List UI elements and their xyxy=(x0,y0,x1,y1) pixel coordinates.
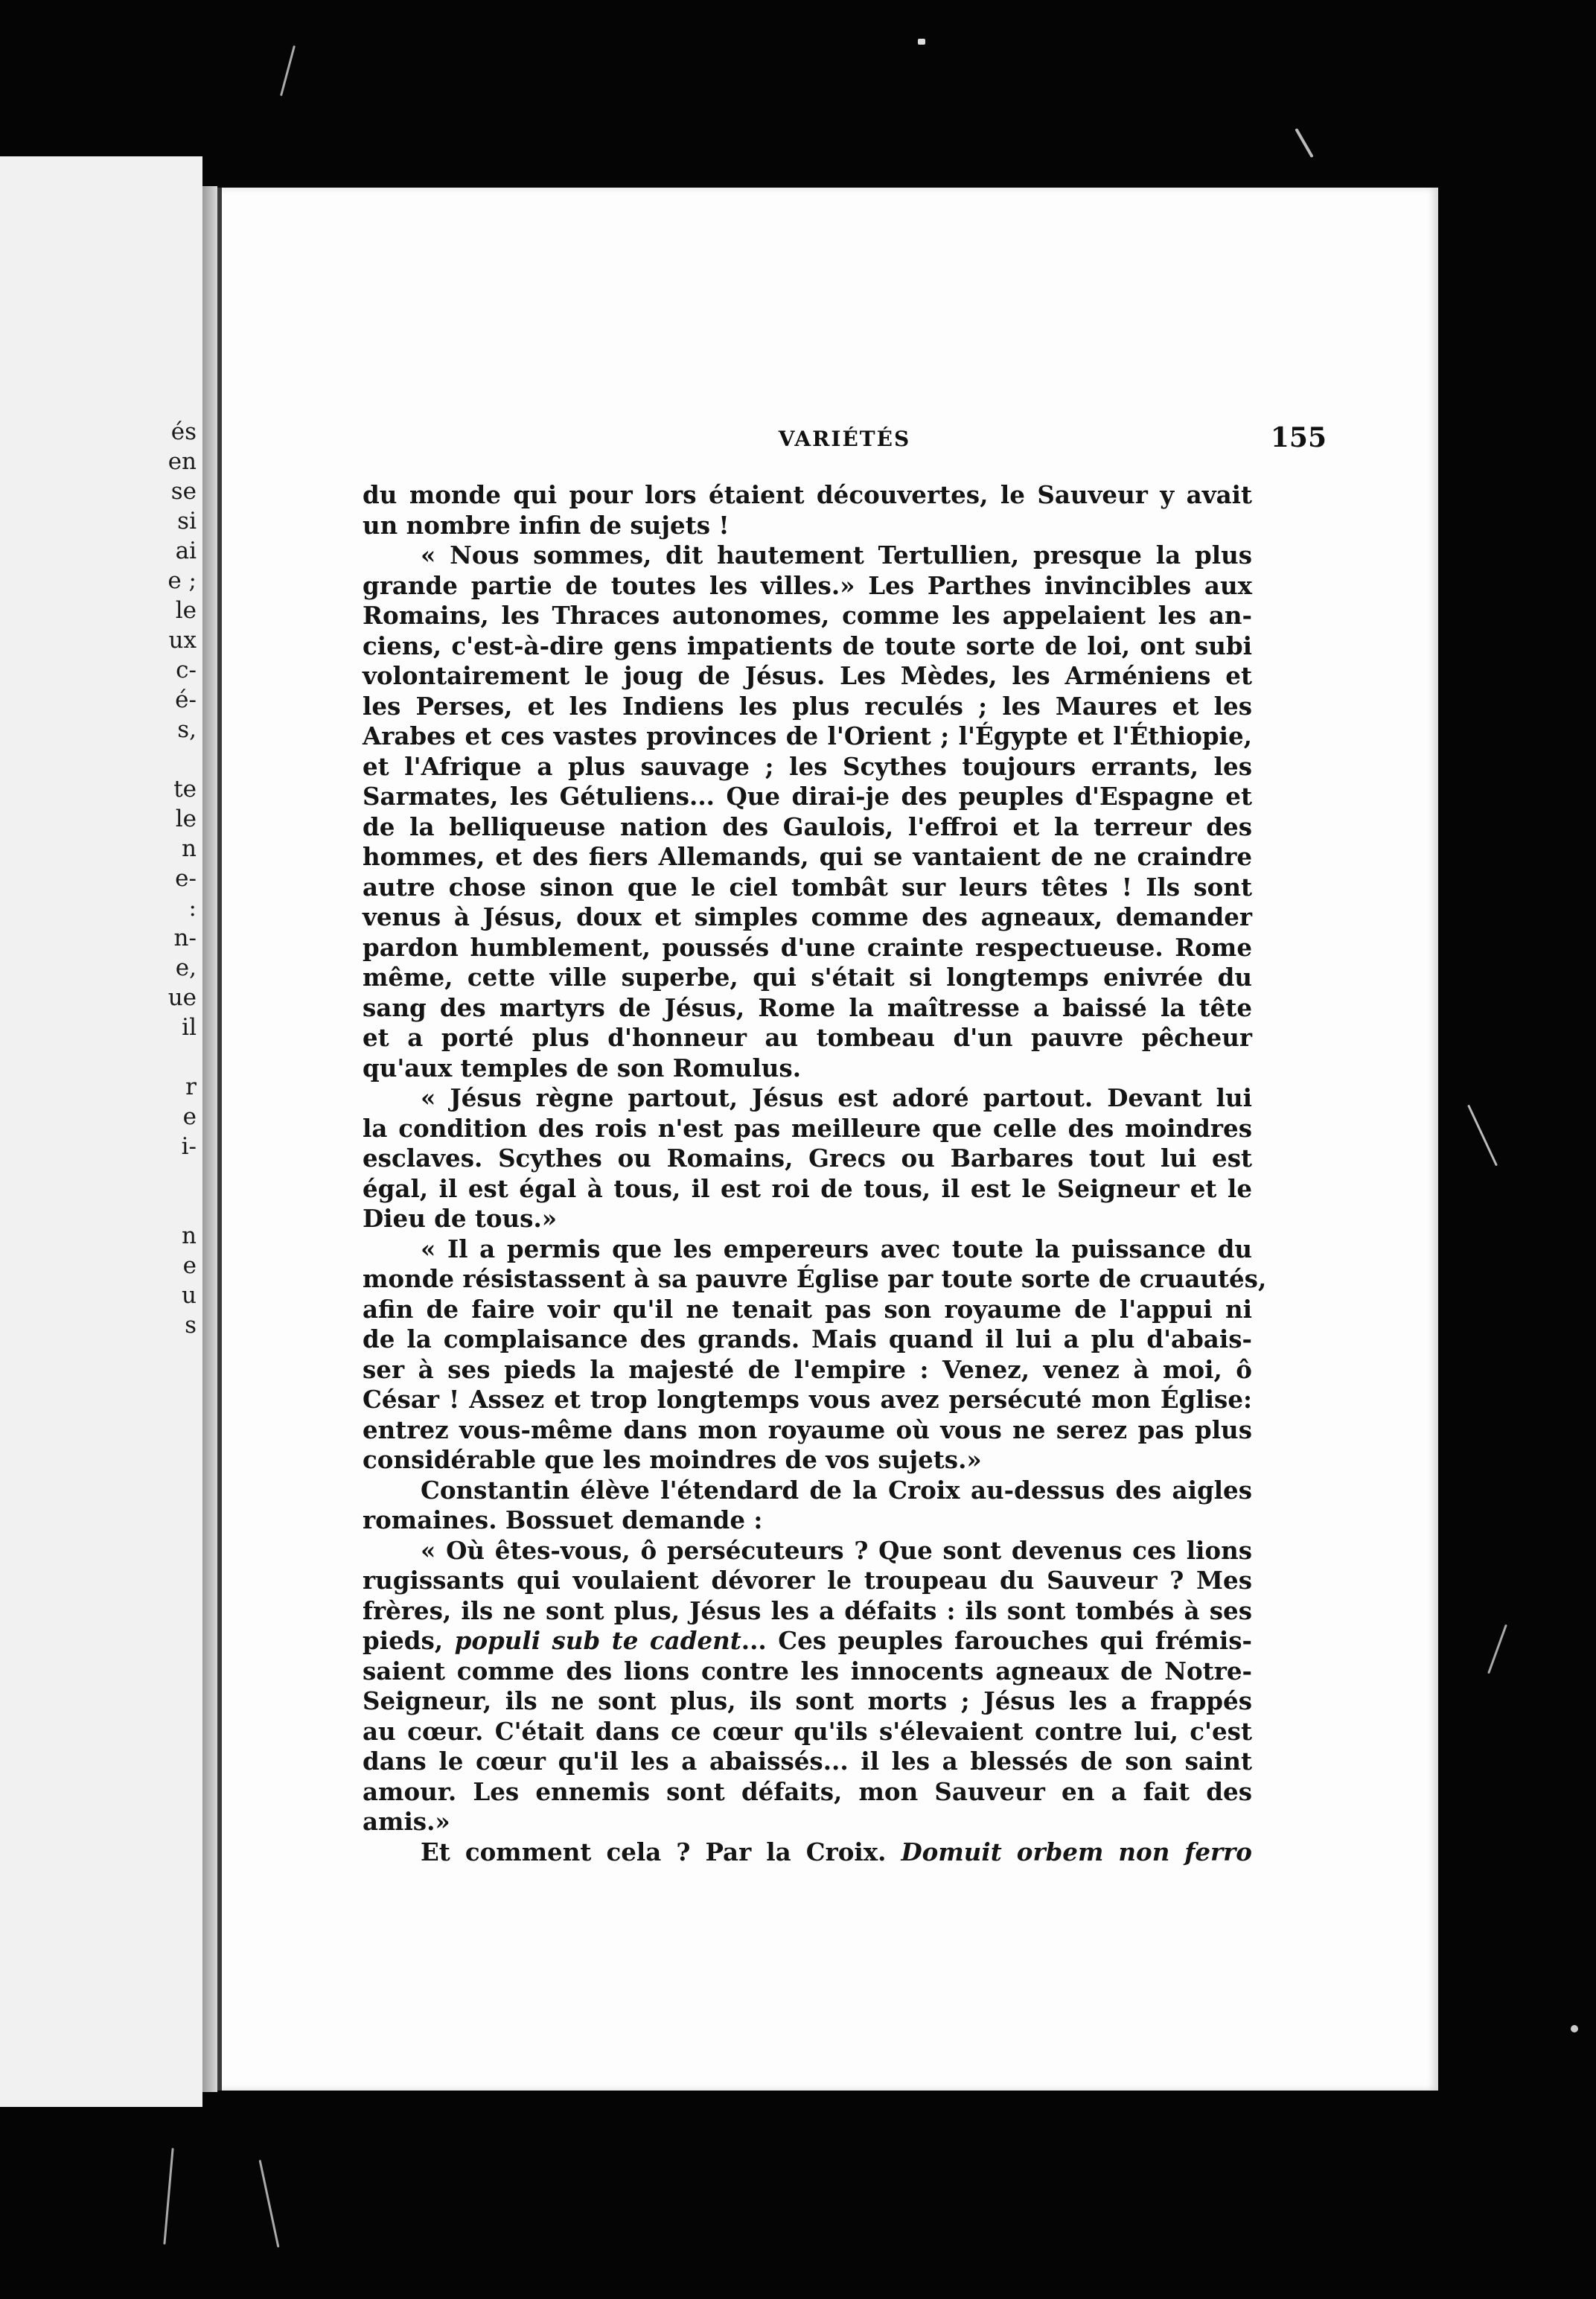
text-line xyxy=(363,1295,1252,1325)
text-line-content: romaines. Bossuet demande : xyxy=(363,1505,763,1534)
document-page xyxy=(217,188,1438,2091)
body-text xyxy=(363,480,1267,1867)
text-line xyxy=(363,1083,1252,1114)
text-line xyxy=(363,721,1252,752)
book-gutter xyxy=(202,186,217,2092)
text-line xyxy=(363,1717,1252,1747)
facing-page-fragment: il xyxy=(182,1014,197,1041)
page-header xyxy=(363,422,1327,459)
text-line-content: saient comme des lions contre les innocents agneaux de Notre- xyxy=(363,1656,1252,1686)
text-line xyxy=(363,902,1252,933)
text-line-content: pieds, xyxy=(363,1626,455,1655)
text-line xyxy=(363,1324,1252,1355)
text-line-content: amis.» xyxy=(363,1807,450,1836)
facing-page-fragment: u xyxy=(182,1282,197,1309)
text-line-content: du monde qui pour lors étaient découvertes, le Sauveur y avait xyxy=(363,480,1252,509)
text-line xyxy=(363,571,1252,602)
text-line-content: hommes, et des fiers Allemands, qui se vantaient de ne craindre xyxy=(363,842,1252,871)
facing-page-fragment: e- xyxy=(175,865,197,892)
facing-page-fragment: le xyxy=(175,806,197,832)
text-line-content: volontairement le joug de Jésus. Les Mèdes, les Arméniens et xyxy=(363,661,1252,690)
text-line-content: grande partie de toutes les villes.» Les Parthes invincibles aux xyxy=(363,570,1252,600)
text-line xyxy=(363,631,1252,662)
facing-page-fragment: n xyxy=(182,835,197,862)
facing-page-fragment: s xyxy=(185,1312,197,1339)
text-line-content: Arabes et ces vastes provinces de l'Orient ; l'Égypte et l'Éthiopie, xyxy=(363,721,1252,750)
text-line xyxy=(363,1747,1252,1777)
text-line xyxy=(363,1144,1252,1174)
facing-page-fragment xyxy=(167,1191,197,1221)
speck xyxy=(280,45,296,96)
text-line-content: égal, il est égal à tous, il est roi de tous, il est le Seigneur et le xyxy=(363,1173,1252,1203)
facing-page-fragment: r xyxy=(185,1074,197,1100)
text-line xyxy=(363,1204,1252,1234)
text-line xyxy=(363,782,1252,812)
text-line xyxy=(363,511,1252,541)
text-line-content: frères, ils ne sont plus, Jésus les a défaits : ils sont tombés à ses xyxy=(363,1595,1252,1625)
text-line-content: Constantin élève l'étendard de la Croix au-dessus des aigles xyxy=(421,1475,1252,1505)
latin-quotation: populi sub te cadent xyxy=(454,1626,741,1655)
speck xyxy=(1571,2025,1578,2032)
text-line xyxy=(363,1505,1252,1536)
speck xyxy=(1487,1624,1507,1674)
text-line-content: afin de faire voir qu'il ne tenait pas son royaume de l'appui ni xyxy=(363,1294,1252,1324)
facing-page-fragment: ue xyxy=(167,984,197,1011)
text-line xyxy=(363,752,1252,782)
text-line-continuation: ... Ces peuples farouches qui frémis- xyxy=(741,1626,1252,1655)
facing-page-fragment: se xyxy=(170,478,197,505)
text-line-content: amour. Les ennemis sont défaits, mon Sauveur en a fait des xyxy=(363,1776,1252,1806)
text-line-content: les Perses, et les Indiens les plus reculés ; les Maures et les xyxy=(363,691,1252,721)
text-line xyxy=(363,692,1252,722)
text-line-content: dans le cœur qu'il les a abaissés... il les a blessés de son saint xyxy=(363,1747,1252,1776)
facing-page-fragment xyxy=(167,1042,197,1072)
text-line-content: « Jésus règne partout, Jésus est adoré partout. Devant lui xyxy=(421,1083,1252,1112)
text-line-content: de la complaisance des grands. Mais quand il lui a plu d'abais- xyxy=(363,1324,1252,1353)
text-line-content: Seigneur, ils ne sont plus, ils sont morts ; Jésus les a frappés xyxy=(363,1686,1252,1715)
text-line-content: Sarmates, les Gétuliens... Que dirai-je des peuples d'Espagne et xyxy=(363,782,1252,811)
text-line-content: de la belliqueuse nation des Gaulois, l'effroi et la terreur des xyxy=(363,811,1252,841)
text-line-content: « Il a permis que les empereurs avec toute la puissance du xyxy=(421,1234,1252,1263)
facing-page-fragment: c- xyxy=(176,657,197,683)
text-line-content: ser à ses pieds la majesté de l'empire : Venez, venez à moi, ô xyxy=(363,1354,1252,1384)
text-line-content: et l'Afrique a plus sauvage ; les Scythes toujours errants, les xyxy=(363,751,1252,781)
speck xyxy=(163,2148,173,2245)
text-line xyxy=(363,812,1252,843)
text-line xyxy=(363,1686,1252,1717)
text-line xyxy=(363,601,1252,631)
text-line-content: considérable que les moindres de vos sujets.» xyxy=(363,1445,982,1474)
text-line xyxy=(363,1114,1252,1144)
latin-quotation: Domuit orbem non ferro xyxy=(901,1837,1252,1866)
text-line xyxy=(363,1566,1252,1596)
facing-page-fragment: s, xyxy=(177,716,197,743)
text-line xyxy=(363,1807,1252,1837)
facing-page-fragment: e xyxy=(182,1252,197,1279)
text-line xyxy=(363,1355,1252,1386)
text-line-content: au cœur. C'était dans ce cœur qu'ils s'élevaient contre lui, c'est xyxy=(363,1716,1252,1746)
facing-page-fragment: i- xyxy=(181,1133,197,1160)
text-line xyxy=(363,993,1252,1024)
text-line-content: César ! Assez et trop longtemps vous avez persécuté mon Église: xyxy=(363,1385,1252,1414)
facing-page-fragment: te xyxy=(173,776,197,803)
text-line-content: la condition des rois n'est pas meilleure que celle des moindres xyxy=(363,1113,1252,1143)
facing-page-fragment: é- xyxy=(175,686,197,713)
text-line xyxy=(363,933,1252,963)
text-line-content: Et comment cela ? Par la Croix. xyxy=(421,1837,901,1866)
text-line-content: esclaves. Scythes ou Romains, Grecs ou Barbares tout lui est xyxy=(363,1144,1252,1173)
text-line-content: monde résistassent à sa pauvre Église par toute sorte de cruautés, xyxy=(363,1264,1267,1293)
facing-page-fragment: n- xyxy=(173,925,197,951)
text-line-content: « Nous sommes, dit hautement Tertullien, presque la plus xyxy=(421,541,1252,570)
text-line-content: autre chose sinon que le ciel tombât sur leurs têtes ! Ils sont xyxy=(363,872,1252,902)
speck xyxy=(1295,128,1313,158)
text-line-content: rugissants qui voulaient dévorer le troupeau du Sauveur ? Mes xyxy=(363,1566,1252,1595)
page-number: 155 xyxy=(1270,422,1327,453)
facing-page-fragment xyxy=(167,744,197,774)
text-line xyxy=(363,661,1252,692)
facing-page-edge xyxy=(0,156,202,2107)
facing-page-fragment: e ; xyxy=(167,567,197,594)
facing-page-fragment xyxy=(167,1161,197,1191)
text-line xyxy=(363,480,1252,511)
text-line-content: et a porté plus d'honneur au tombeau d'un pauvre pêcheur xyxy=(363,1023,1252,1052)
facing-page-fragment: ai xyxy=(175,538,197,564)
text-line-content: entrez vous-même dans mon royaume où vous ne serez pas plus xyxy=(363,1415,1252,1444)
text-line xyxy=(363,1626,1252,1657)
speck xyxy=(259,2160,280,2248)
text-line xyxy=(363,1777,1252,1808)
text-line-content: même, cette ville superbe, qui s'était si longtemps enivrée du xyxy=(363,963,1252,992)
text-line-content: qu'aux temples de son Romulus. xyxy=(363,1053,802,1082)
facing-page-fragment: e, xyxy=(175,954,197,981)
text-line xyxy=(363,1415,1252,1446)
text-line-content: Romains, les Thraces autonomes, comme les appelaient les an- xyxy=(363,601,1252,630)
text-line-content: « Où êtes-vous, ô persécuteurs ? Que sont devenus ces lions xyxy=(421,1535,1252,1565)
text-line-content: ciens, c'est-à-dire gens impatients de toute sorte de loi, ont subi xyxy=(363,631,1252,660)
facing-page-fragment: ux xyxy=(168,627,197,654)
text-line xyxy=(363,1445,1252,1476)
speck xyxy=(1467,1105,1498,1167)
facing-page-fragment: le xyxy=(175,597,197,624)
text-line xyxy=(363,1596,1252,1627)
text-line-content: pardon humblement, poussés d'une crainte respectueuse. Rome xyxy=(363,932,1252,962)
facing-page-fragment: e xyxy=(182,1103,197,1130)
text-line xyxy=(363,1023,1252,1053)
text-line xyxy=(363,1234,1252,1265)
text-line-content: un nombre infin de sujets ! xyxy=(363,510,730,540)
facing-page-fragment: en xyxy=(167,448,197,475)
facing-page-fragment: : xyxy=(188,895,197,922)
text-line xyxy=(363,1174,1252,1205)
facing-page-fragment: n xyxy=(182,1222,197,1249)
text-line xyxy=(363,873,1252,903)
page-left-edge xyxy=(217,188,222,2091)
text-line-content: venus à Jésus, doux et simples comme des agneaux, demander xyxy=(363,902,1252,931)
running-head: VARIÉTÉS xyxy=(778,427,911,451)
facing-page-fragment: si xyxy=(177,508,197,535)
text-line xyxy=(363,541,1252,571)
speck xyxy=(918,39,925,45)
facing-page-fragment: és xyxy=(170,418,197,445)
text-line-content: Dieu de tous.» xyxy=(363,1204,558,1233)
text-line xyxy=(363,963,1252,993)
text-line-content: sang des martyrs de Jésus, Rome la maîtresse a baissé la tête xyxy=(363,992,1252,1022)
text-line xyxy=(363,1536,1252,1566)
text-line xyxy=(363,1837,1252,1868)
text-line xyxy=(363,1476,1252,1506)
text-line xyxy=(363,842,1252,873)
text-line xyxy=(363,1385,1252,1415)
facing-page-text-fragments xyxy=(167,417,197,1340)
text-line xyxy=(363,1264,1267,1295)
text-line xyxy=(363,1657,1252,1687)
text-line xyxy=(363,1053,1252,1084)
